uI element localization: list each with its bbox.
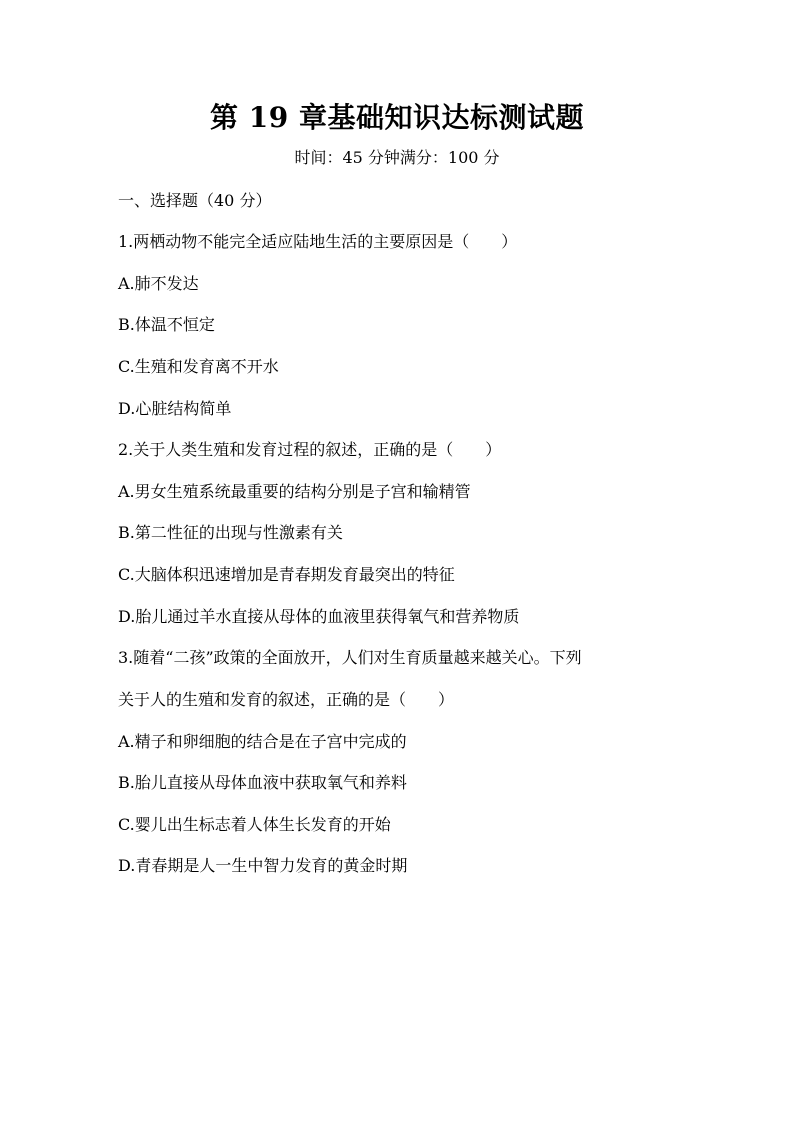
question-1-option-a: A.肺不发达: [118, 274, 199, 293]
question-1-stem: 1.两栖动物不能完全适应陆地生活的主要原因是（ ）: [118, 232, 518, 251]
question-1-option-b: B.体温不恒定: [118, 315, 215, 334]
page-title: 第 19 章基础知识达标测试题: [210, 101, 584, 134]
question-2-option-b: B.第二性征的出现与性激素有关: [118, 523, 343, 542]
section-heading: 一、选择题（40 分）: [118, 191, 272, 210]
question-2-option-c: C.大脑体积迅速增加是青春期发育最突出的特征: [118, 565, 455, 584]
question-2-option-a: A.男女生殖系统最重要的结构分别是子宫和输精管: [118, 482, 471, 501]
exam-info: 时间：45 分钟满分：100 分: [294, 148, 500, 167]
question-1-option-c: C.生殖和发育离不开水: [118, 357, 279, 376]
question-3-option-c: C.婴儿出生标志着人体生长发育的开始: [118, 815, 391, 834]
question-2-stem: 2.关于人类生殖和发育过程的叙述，正确的是（ ）: [118, 440, 502, 459]
question-2-option-d: D.胎儿通过羊水直接从母体的血液里获得氧气和营养物质: [118, 607, 520, 626]
question-3-stem-line-1: 3.随着“二孩”政策的全面放开，人们对生育质量越来越关心。下列: [118, 648, 582, 667]
question-3-option-d: D.青春期是人一生中智力发育的黄金时期: [118, 856, 408, 875]
question-1-option-d: D.心脏结构简单: [118, 399, 232, 418]
question-3-option-b: B.胎儿直接从母体血液中获取氧气和养料: [118, 773, 407, 792]
question-3-option-a: A.精子和卵细胞的结合是在子宫中完成的: [118, 732, 407, 751]
question-3-stem-line-2: 关于人的生殖和发育的叙述，正确的是（ ）: [118, 690, 455, 709]
